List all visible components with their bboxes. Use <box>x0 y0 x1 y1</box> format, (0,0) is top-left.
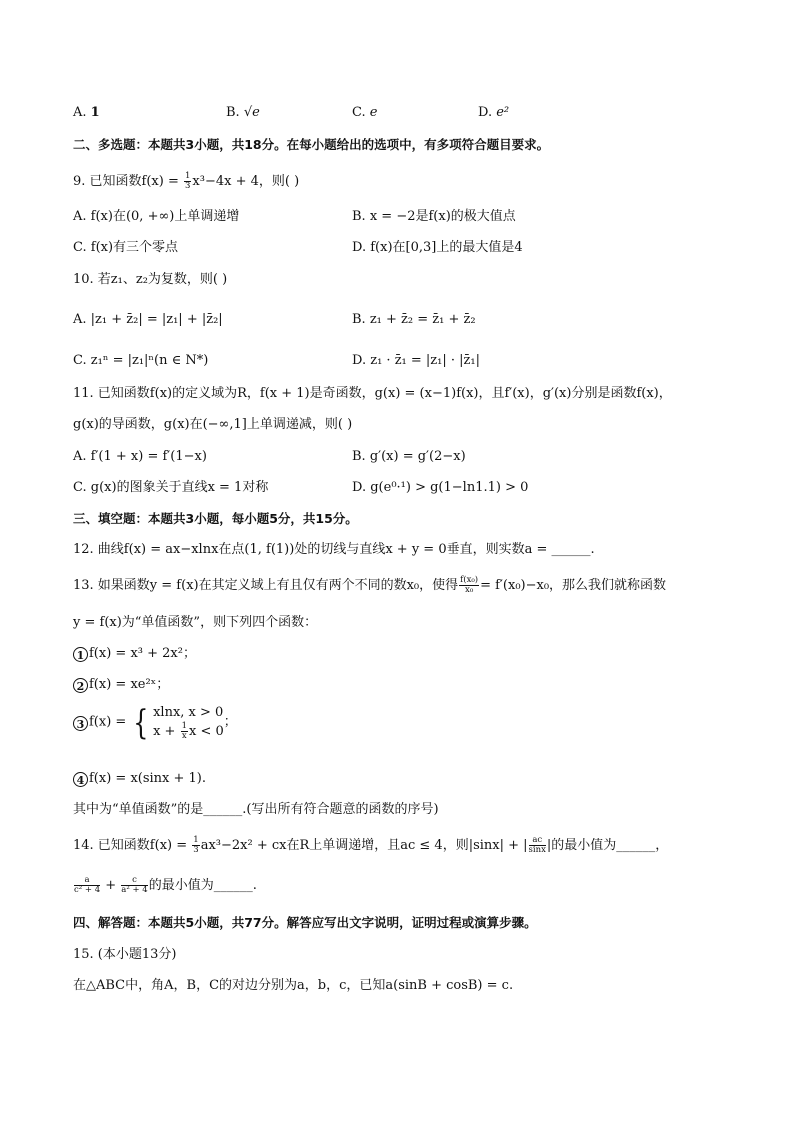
q11-option-c: C. g(x)的图象关于直线x = 1对称 <box>73 480 269 495</box>
q9-stem: 9. 已知函数f(x) = $\frac{1}{3}$ x³−4x + 4，则( ) <box>73 171 300 191</box>
q13-item-3: 3 f(x) = { xlnx, x > 0 x + $\frac{1}{x}$ x < 0 ； <box>73 704 237 741</box>
q15-text: 在△ABC中，角A，B，C的对边分别为a，b，c，已知a(sinB + cosB) = c. <box>73 978 514 993</box>
q9-option-c: C. f(x)有三个零点 <box>73 240 179 255</box>
q14-stem-line-1: 14. 已知函数f(x) = $\frac{1}{3}$ ax³−2x² + cx在R上单调递增，且ac ≤ 4，则|sinx| + | $\frac{ac}{\sin x}$ |的最小值为______， <box>73 835 669 855</box>
q15-title: 15. (本小题13分) <box>73 947 177 962</box>
q8-option-c: C. e <box>352 105 378 120</box>
section-3-heading: 三、填空题：本题共3小题，每小题5分，共15分。 <box>73 511 358 526</box>
q8-option-a: A. 1 <box>73 105 100 120</box>
q10-option-d: D. z₁ · z̄₁ = |z₁| · |z̄₁| <box>352 353 480 368</box>
q13-item-1: 1 f(x) = x³ + 2x²； <box>73 645 196 663</box>
q10-option-a: A. |z₁ + z̄₂| = |z₁| + |z̄₂| <box>73 312 223 327</box>
q11-stem-line-2: g(x)的导函数，g(x)在(−∞,1]上单调递减，则( ) <box>73 417 353 432</box>
q8-option-b: B. √e <box>226 105 260 120</box>
section-2-heading: 二、多选题：本题共3小题，共18分。在每小题给出的选项中，有多项符合题目要求。 <box>73 137 550 152</box>
q9-option-b: B. x = −2是f(x)的极大值点 <box>352 209 516 224</box>
q10-option-b: B. z₁ + z̄₂ = z̄₁ + z̄₂ <box>352 312 476 327</box>
q9-option-d: D. f(x)在[0,3]上的最大值是4 <box>352 240 523 255</box>
q11-stem-line-1: 11. 已知函数f(x)的定义域为R，f(x + 1)是奇函数，g(x) = (x−1)f(x)，且f′(x)，g′(x)分别是函数f(x)， <box>73 386 672 401</box>
q11-option-b: B. g′(x) = g′(2−x) <box>352 449 466 464</box>
q13-item-4: 4 f(x) = x(sinx + 1). <box>73 770 206 788</box>
section-4-heading: 四、解答题：本题共5小题，共77分。解答应写出文字说明，证明过程或演算步骤。 <box>73 915 537 930</box>
q14-stem-line-2: $\frac{a}{\text{c² + 4}}$ + $\frac{c}{\text{a² + 4}}$ 的最小值为______. <box>74 875 257 895</box>
q13-item-2: 2 f(x) = xe²ˣ； <box>73 676 169 694</box>
q11-option-d: D. g(e⁰·¹) > g(1−ln1.1) > 0 <box>352 480 529 495</box>
q13-stem-line-1: 13. 如果函数y = f(x)在其定义域上有且仅有两个不同的数x₀，使得 $\frac{\text{f(x₀)}}{\text{x₀}}$ = f′(x₀)−x₀，那么我们就称函数 <box>73 575 667 595</box>
q13-stem-line-2: y = f(x)为“单值函数”，则下列四个函数： <box>73 615 318 630</box>
q13-answer-line: 其中为“单值函数”的是______.(写出所有符合题意的函数的序号) <box>73 802 439 817</box>
q9-fraction: $\frac{1}{3}$ <box>184 171 191 191</box>
piecewise-cases: xlnx, x > 0 x + $\frac{1}{x}$ x < 0 <box>153 705 224 741</box>
piecewise-brace: { <box>133 702 149 743</box>
q12-stem: 12. 曲线f(x) = ax−xlnx在点(1, f(1))处的切线与直线x + y = 0垂直，则实数a = ______. <box>73 542 595 557</box>
q9-option-a: A. f(x)在(0, +∞)上单调递增 <box>73 209 240 224</box>
q10-stem: 10. 若z₁、z₂为复数，则( ) <box>73 272 228 287</box>
q11-option-a: A. f′(1 + x) = f′(1−x) <box>73 449 207 464</box>
q8-option-d: D. e² <box>478 105 510 120</box>
q13-fraction: $\frac{\text{f(x₀)}}{\text{x₀}}$ <box>460 575 479 595</box>
q10-option-c: C. z₁ⁿ = |z₁|ⁿ(n ∈ N*) <box>73 353 209 368</box>
